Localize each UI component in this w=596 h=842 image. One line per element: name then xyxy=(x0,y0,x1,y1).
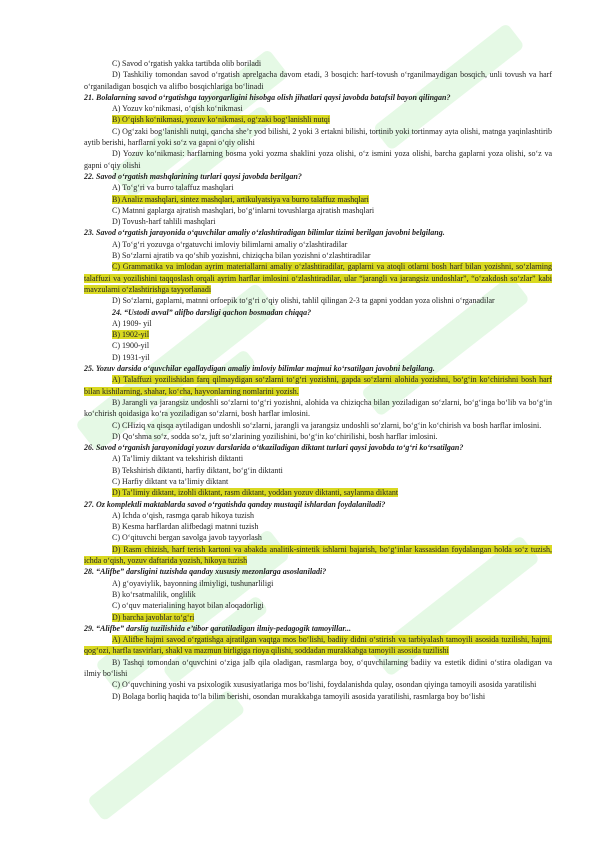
answer-option xyxy=(84,103,552,114)
question-heading xyxy=(84,227,552,238)
answer-option xyxy=(84,465,552,476)
answer-option xyxy=(84,205,552,216)
highlighted-answer-text: D) barcha javoblar to‘g‘ri xyxy=(112,612,195,622)
answer-option xyxy=(84,544,552,567)
question-text: 25. Yozuv darsida o‘quvchilar egallaydigan amaliy imloviy bilimlar majmui ko‘rsatilgan javobni belgilang. xyxy=(84,364,435,374)
question-heading xyxy=(84,566,552,577)
question-heading xyxy=(84,307,552,318)
answer-option xyxy=(84,691,552,702)
answer-option xyxy=(84,600,552,611)
answer-option xyxy=(84,397,552,420)
answer-option xyxy=(84,453,552,464)
answer-text: C) Harfiy diktant va ta’limiy diktant xyxy=(112,476,229,486)
question-text: 28. “Alifbe” darsligini tuzishda qanday xususiy mezonlarga asoslaniladi? xyxy=(84,567,327,577)
question-text: 29. “Alifbe” darslig tuzilishida e’tibor qaratiladigan ilmiy-pedagogik tamoyillar... xyxy=(84,623,352,633)
question-heading xyxy=(84,623,552,634)
highlighted-answer-text: D) Ta’limiy diktant, izohli diktant, rasm diktant, yoddan yozuv diktanti, saylanma diktant xyxy=(112,488,399,498)
question-heading xyxy=(84,363,552,374)
question-text: 22. Savod o‘rgatish mashqlarining turlari qaysi javobda berilgan? xyxy=(84,171,302,181)
highlighted-answer-text: A) Talaffuzi yozilishidan farq qilmaydigan so‘zlarni to‘g‘ri yozishni, gapda so‘zlarni alohida yozishni, bo‘g‘in ko‘chirishni bosh harf bilan kishilarning, shahar, ko‘cha, hayvonlarning nomlarini yozish. xyxy=(84,375,552,396)
answer-option xyxy=(84,612,552,623)
answer-option xyxy=(84,352,552,363)
answer-option xyxy=(84,239,552,250)
answer-option xyxy=(84,114,552,125)
answer-option xyxy=(84,679,552,690)
answer-option xyxy=(84,216,552,227)
answer-text: D) Qo‘shma so‘z, sodda so‘z, juft so‘zlarining yozilishini, bo‘g‘in ko‘chirilishi, bosh harflar imlosini. xyxy=(112,431,438,441)
answer-option xyxy=(84,420,552,431)
question-text: 24. “Ustodi avval” alifbo darsligi qachon bosmadan chiqqa? xyxy=(112,307,312,317)
answer-text: B) Kesma harflardan alifbedagi matnni tuzish xyxy=(112,522,259,532)
answer-text: D) 1931-yil xyxy=(112,352,150,362)
answer-option xyxy=(84,589,552,600)
answer-option xyxy=(84,58,552,69)
answer-option xyxy=(84,340,552,351)
answer-text: B) Jarangli va jarangsiz undoshli so‘zlarni to‘g‘ri yozishni, alohida va chiziqcha bilan yoziladigan so‘zlarni, bo‘g‘inga bo‘lib va bo‘g‘in ko‘chirish qoidasiga ko‘ra yoziladigan so‘zlarni, bosh harflar imlosini. xyxy=(84,397,552,419)
answer-text: D) Tovush-harf tahlili mashqlari xyxy=(112,217,216,227)
answer-text: A) To‘g‘ri yozuvga o‘rgatuvchi imloviy bilimlarni amaliy o‘zlashtiradilar xyxy=(112,239,348,249)
highlighted-answer-text: B) Analiz mashqlari, sintez mashqlari, artikulyatsiya va burro talaffuz mashqlari xyxy=(112,194,369,204)
answer-option xyxy=(84,487,552,498)
answer-text: C) Savod o‘rgatish yakka tartibda olib boriladi xyxy=(112,59,262,68)
answer-text: A) g‘oyaviylik, bayonning ilmiyligi, tushunarliligi xyxy=(112,578,274,588)
answer-option xyxy=(84,510,552,521)
answer-text: A) Ta’limiy diktant va tekshirish diktanti xyxy=(112,454,244,464)
answer-option xyxy=(84,250,552,261)
question-text: 21. Bolalarning savod o‘rgatishga tayyorgarligini hisobga olish jihatlari qaysi javobda batafsil bayon qilingan? xyxy=(84,92,451,102)
answer-text: A) Ichda o‘qish, rasmga qarab hikoya tuzish xyxy=(112,510,254,520)
answer-option xyxy=(84,578,552,589)
highlighted-answer-text: C) Grammatika va imlodan ayrim materiallarni amaliy o‘zlashtiradilar, gaplarni va atoqli otlarni bosh harf bilan yozishni, so‘zlarning talaffuzi va yozilishini taqqoslash orqali ayrim harflar imlosini o‘zlashtiradilar, ular “jarangli va jarangsiz undoshlar”, “o‘zakdosh so‘zlar” kabi mavzularni o‘zlashtirishga tayyorlanadi xyxy=(84,262,552,294)
answer-option xyxy=(84,657,552,680)
answer-text: C) Matnni gaplarga ajratish mashqlari, bo‘g‘inlarni tovushlarga ajratish mashqlari xyxy=(112,205,375,215)
answer-text: B) Tekshirish diktanti, harfiy diktant, bo‘g‘in diktanti xyxy=(112,465,283,475)
question-text: 23. Savod o‘rgatish jarayonida o‘quvchilar amaliy o‘zlashtiradigan bilimlar tizimi berilgan javobni belgilang. xyxy=(84,228,445,238)
answer-option xyxy=(84,182,552,193)
answer-text: B) So‘zlarni ajratib va qo‘shib yozishni, chiziqcha bilan yozishni o‘zlashtiradilar xyxy=(112,251,371,261)
answer-text: C) CHiziq va qisqa aytiladigan undoshli so‘zlarni, jarangli va jarangsiz undoshli so‘zlarni, bo‘g‘in ko‘chirish va bosh harflar imlosini. xyxy=(112,420,542,430)
answer-option xyxy=(84,329,552,340)
answer-text: D) Yozuv ko‘nikmasi: harflarning bosma yoki yozma shaklini yoza olishi, o‘z ismini yoza olishi, barcha gaplarni yoza olishi, so‘z va gapni o‘qiy olishi xyxy=(84,149,552,170)
question-heading xyxy=(84,171,552,182)
highlighted-answer-text: A) Alifbe hajmi savod o‘rgatishga ajratilgan vaqtga mos bo‘lishi, badiiy didni o‘stirish va tarbiyalash tamoyili asosida tuzilishi, hajmi, qog‘ozi, harfla tasvirlari, shakl va mazmun birligiga rioya qilishi, soddadan murakkabga tamoyili asosida tuzilishi xyxy=(84,635,552,656)
answer-option xyxy=(84,148,552,171)
answer-text: A) To‘g‘ri va burro talaffuz mashqlari xyxy=(112,183,234,193)
document-page xyxy=(84,58,552,702)
answer-text: A) 1909- yil xyxy=(112,318,152,328)
answer-option xyxy=(84,532,552,543)
question-heading xyxy=(84,442,552,453)
answer-option xyxy=(84,476,552,487)
answer-text: C) O‘quvchining yoshi va psixologik xususiyatlariga mos bo‘lishi, foydalanishda qulay, osondan qiyinga tamoyili asosida yaratilishi xyxy=(112,680,537,690)
highlighted-answer-text: B) O‘qish ko‘nikmasi, yozuv ko‘nikmasi, og‘zaki bog‘lanishli nutqi xyxy=(112,115,330,125)
highlighted-answer-text: B) 1902-yil xyxy=(112,330,150,340)
answer-text: D) Tashkiliy tomondan savod o‘rgatish aprelgacha davom etadi, 3 bosqich: harf-tovush o‘rganilmaydigan bosqich, unli tovush va harf o‘rganiladigan bosqich va alifbo bosqichlariga bo‘linadi xyxy=(84,70,552,91)
answer-option xyxy=(84,634,552,657)
answer-option xyxy=(84,194,552,205)
answer-text: C) o‘quv materialining hayot bilan aloqadorligi xyxy=(112,601,264,611)
answer-option xyxy=(84,431,552,442)
answer-option xyxy=(84,126,552,149)
answer-option xyxy=(84,69,552,92)
answer-option xyxy=(84,374,552,397)
question-text: 27. Oz komplektli maktablarda savod o‘rgatishda qanday mustaqil ishlardan foydalaniladi? xyxy=(84,499,386,509)
answer-option xyxy=(84,295,552,306)
answer-text: C) Og‘zaki bog‘lanishli nutqi, qancha she’r yod bilishi, 2 yoki 3 ertakni bilishi, tortinib yoki tortinmay ayta olishi, matnga yaqinlashtirib aytib berishi, harflarni yoki so‘z va gapni o‘qiy olishi xyxy=(84,126,552,148)
question-heading xyxy=(84,92,552,103)
answer-option xyxy=(84,318,552,329)
answer-text: D) Bolaga borliq haqida to‘la bilim berishi, osondan murakkabga tamoyili asosida yaratilishi, rasmlarga boy bo‘lishi xyxy=(112,691,486,701)
answer-option xyxy=(84,521,552,532)
answer-text: D) So‘zlarni, gaplarni, matnni orfoepik to‘g‘ri o‘qiy olishi, tahlil qilingan 2-3 ta gapni yoddan yoza olishni o‘rganadilar xyxy=(112,296,495,306)
answer-text: B) Tashqi tomondan o‘quvchini o‘ziga jalb qila oladigan, rasmlarga boy, o‘quvchilarning badiiy va estetik didini o‘stira oladigan va ilmiy bo‘lishi xyxy=(84,657,552,679)
answer-option xyxy=(84,261,552,295)
answer-text: C) O‘qituvchi bergan savolga javob tayyorlash xyxy=(112,533,262,543)
question-heading xyxy=(84,499,552,510)
question-text: 26. Savod o‘rganish jarayonidagi yozuv darslarida o‘tkaziladigan diktant turlari qaysi javobda to‘g‘ri ko‘rsatilgan? xyxy=(84,443,464,453)
answer-text: B) ko‘rsatmalilik, onglilik xyxy=(112,589,196,599)
highlighted-answer-text: D) Rasm chizish, harf terish kartoni va abakda analitik-sintetik ishlarni bajarish, bo‘g‘inlar kassasidan foydalangan holda so‘z tuzish, ichda o‘qish, yozuv daftarida yozish, hikoya tuzish xyxy=(84,544,552,566)
answer-text: C) 1900-yil xyxy=(112,341,150,351)
answer-text: A) Yozuv ko‘nikmasi, o‘qish ko‘nikmasi xyxy=(112,104,243,114)
